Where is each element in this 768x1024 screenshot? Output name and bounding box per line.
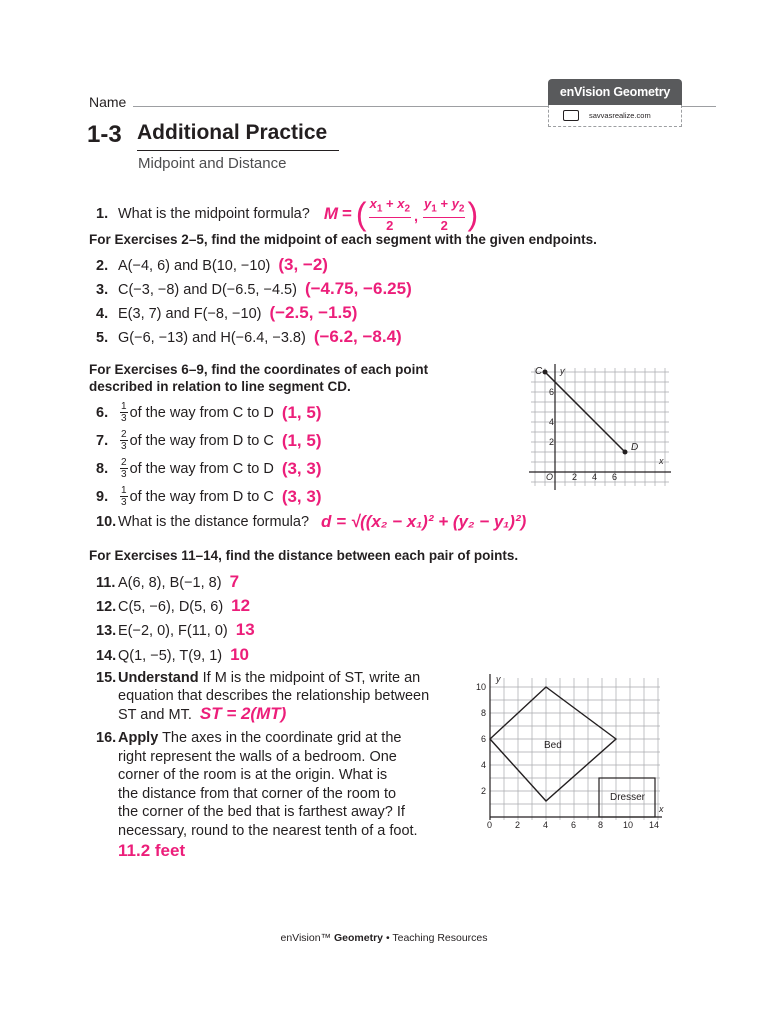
x-tick-2: 2 (515, 820, 521, 830)
site-url: savvasrealize.com (589, 111, 651, 120)
answer: 7 (229, 572, 240, 591)
question-11 (96, 572, 239, 592)
question-number: 12. (96, 599, 117, 615)
question-text: A(−4, 6) and B(10, −10) (118, 258, 271, 274)
y-tick-6: 6 (549, 387, 555, 397)
instructions-6-9-line2: described in relation to line segment CD. (89, 379, 351, 394)
question-text: E(3, 7) and F(−8, −10) (118, 306, 262, 322)
fraction (120, 429, 128, 452)
question-number: 11. (96, 575, 116, 591)
answer: 13 (235, 620, 255, 639)
y-tick-2: 2 (481, 786, 487, 796)
question-text: of the way from C to D (129, 404, 274, 421)
answer: (3, 3) (281, 486, 322, 506)
x-tick-14: 14 (649, 820, 660, 830)
numerator: 1 (121, 401, 127, 412)
question-number: 14. (96, 648, 117, 664)
x-tick-6: 6 (571, 820, 577, 830)
question-number: 1. (96, 206, 109, 223)
answer: 10 (230, 645, 250, 664)
question-10 (96, 512, 526, 532)
question-number: 4. (96, 306, 109, 322)
question-text: E(−2, 0), F(11, 0) (118, 623, 228, 639)
question-6 (96, 401, 322, 424)
formula-y-frac (423, 196, 465, 233)
footer-product: Geometry (334, 932, 384, 944)
formula-comma: , (414, 209, 419, 226)
x-tick-8: 8 (598, 820, 604, 830)
page-title: Additional Practice (137, 121, 339, 151)
question-number: 9. (96, 488, 109, 505)
brand-site-row (548, 105, 682, 127)
numerator: 2 (121, 429, 127, 440)
y1-sub: 1 (431, 203, 437, 215)
y-tick-2: 2 (549, 437, 555, 447)
formula-rparen: ) (467, 196, 479, 233)
answer: (−2.5, −1.5) (269, 303, 358, 322)
x-tick-10: 10 (623, 820, 634, 830)
question-text: C(−3, −8) and D(−6.5, −4.5) (118, 282, 297, 298)
instructions-2-5: For Exercises 2–5, find the midpoint of each segment with the given endpoints. (89, 232, 597, 247)
question-13 (96, 620, 255, 640)
question-text: of the way from D to C (129, 432, 274, 449)
point-d (623, 450, 628, 455)
denominator: 3 (121, 441, 127, 452)
question-line: equation that describes the relationship between (118, 688, 430, 704)
question-line: the distance from that corner of the room to (118, 785, 397, 802)
answer: ST = 2(MT) (199, 704, 287, 723)
dresser-label: Dresser (610, 792, 646, 803)
distance-formula: d = √((x₂ − x₁)² + (y₂ − y₁)²) (321, 512, 527, 531)
graph-cd (525, 362, 675, 492)
y-tick-4: 4 (549, 417, 555, 427)
label-y: y (560, 366, 565, 376)
question-number: 10. (96, 514, 117, 530)
answer: (−4.75, −6.25) (304, 279, 412, 298)
question-label: Understand (118, 670, 199, 686)
y-tick-10: 10 (476, 682, 487, 692)
question-text: of the way from D to C (129, 488, 274, 505)
denominator: 3 (121, 413, 127, 424)
y-tick-4: 4 (481, 760, 487, 770)
point-c (543, 370, 548, 375)
name-label: Name (89, 94, 127, 110)
formula-lparen: ( (355, 196, 367, 233)
denominator: 3 (121, 497, 127, 508)
question-15 (96, 669, 429, 724)
question-5 (96, 327, 402, 347)
x2-sub: 2 (404, 203, 411, 215)
label-d: D (631, 442, 639, 453)
x2: x (397, 196, 405, 211)
midpoint-formula (324, 196, 478, 233)
question-text: What is the distance formula? (118, 514, 310, 530)
footer (0, 932, 768, 944)
question-16 (96, 729, 418, 862)
question-number: 2. (96, 258, 109, 274)
question-line: ST and MT. (118, 707, 192, 723)
den-y: 2 (440, 217, 448, 233)
question-7 (96, 429, 322, 452)
question-text: G(−6, −13) and H(−6.4, −3.8) (118, 330, 306, 346)
fraction (120, 457, 128, 480)
question-number: 7. (96, 432, 109, 449)
question-label: Apply (118, 730, 159, 746)
question-text: What is the midpoint formula? (118, 206, 310, 223)
formula-x-frac (369, 196, 411, 233)
question-line: right represent the walls of a bedroom. One (118, 748, 397, 765)
question-number: 16. (96, 730, 117, 746)
answer: (−6.2, −8.4) (313, 327, 402, 346)
x-tick-0: 0 (487, 820, 493, 830)
question-number: 8. (96, 460, 109, 477)
brand-bar (548, 79, 682, 105)
answer: (1, 5) (281, 430, 322, 450)
brand-title: enVision Geometry (559, 85, 671, 99)
den-x: 2 (386, 217, 394, 233)
brand-box (548, 79, 682, 128)
numerator: 2 (121, 457, 127, 468)
question-number: 5. (96, 330, 109, 346)
question-line: corner of the room is at the origin. What is (118, 767, 388, 783)
name-line[interactable] (133, 106, 548, 107)
x-tick-4: 4 (543, 820, 549, 830)
question-number: 15. (96, 670, 117, 686)
label-x: x (659, 804, 664, 814)
denominator: 3 (121, 469, 127, 480)
y2-sub: 2 (458, 203, 465, 215)
question-number: 13. (96, 623, 117, 639)
question-12 (96, 596, 250, 616)
page-subtitle: Midpoint and Distance (138, 155, 287, 172)
question-1 (96, 196, 478, 233)
question-line: the corner of the bed that is farthest away? If (118, 804, 405, 820)
footer-text: Teaching Resources (392, 932, 488, 944)
y-tick-8: 8 (481, 708, 487, 718)
x-tick-6: 6 (612, 472, 618, 482)
x-tick-4: 4 (592, 472, 598, 482)
instructions-11-14: For Exercises 11–14, find the distance between each pair of points. (89, 548, 519, 563)
question-line: If M is the midpoint of ST, write an (202, 670, 421, 686)
bed-label: Bed (544, 740, 562, 751)
plus: + (386, 196, 394, 211)
label-y: y (496, 674, 501, 684)
formula-m: M (323, 204, 338, 224)
question-number: 6. (96, 404, 109, 421)
question-line: The axes in the coordinate grid at the (162, 730, 402, 746)
answer: (3, −2) (278, 255, 328, 274)
y-tick-6: 6 (481, 734, 487, 744)
fraction (120, 401, 128, 424)
question-text: C(5, −6), D(5, 6) (118, 599, 224, 615)
question-8 (96, 457, 322, 480)
y1: y (424, 196, 432, 211)
x-tick-2: 2 (572, 472, 578, 482)
instructions-6-9-line1: For Exercises 6–9, find the coordinates of each point (89, 362, 429, 377)
y2: y (451, 196, 459, 211)
graph-bedroom (470, 670, 670, 832)
footer-sep: • (385, 932, 390, 944)
question-text: A(6, 8), B(−1, 8) (118, 575, 222, 591)
answer: (3, 3) (281, 458, 322, 478)
question-number: 3. (96, 282, 109, 298)
plus: + (440, 196, 449, 211)
answer: 11.2 feet (118, 841, 186, 860)
question-9 (96, 485, 322, 508)
label-x: x (659, 456, 664, 466)
x1: x (369, 196, 377, 211)
question-3 (96, 279, 412, 299)
question-2 (96, 255, 328, 275)
numerator: 1 (121, 485, 127, 496)
question-4 (96, 303, 357, 323)
monitor-icon (563, 110, 579, 121)
x1-sub: 1 (376, 203, 383, 215)
answer: (1, 5) (281, 402, 322, 422)
fraction (120, 485, 128, 508)
formula-eq: = (341, 204, 352, 224)
lesson-number: 1-3 (87, 121, 122, 148)
label-c: C (535, 366, 543, 377)
answer: 12 (231, 596, 251, 615)
question-14 (96, 645, 249, 665)
footer-brand: enVision™ (280, 932, 332, 944)
label-origin: O (546, 472, 554, 482)
question-text: of the way from C to D (129, 460, 274, 477)
question-text: Q(1, −5), T(9, 1) (118, 648, 223, 664)
question-line: necessary, round to the nearest tenth of a foot. (118, 822, 418, 839)
name-line-ext (682, 106, 716, 107)
